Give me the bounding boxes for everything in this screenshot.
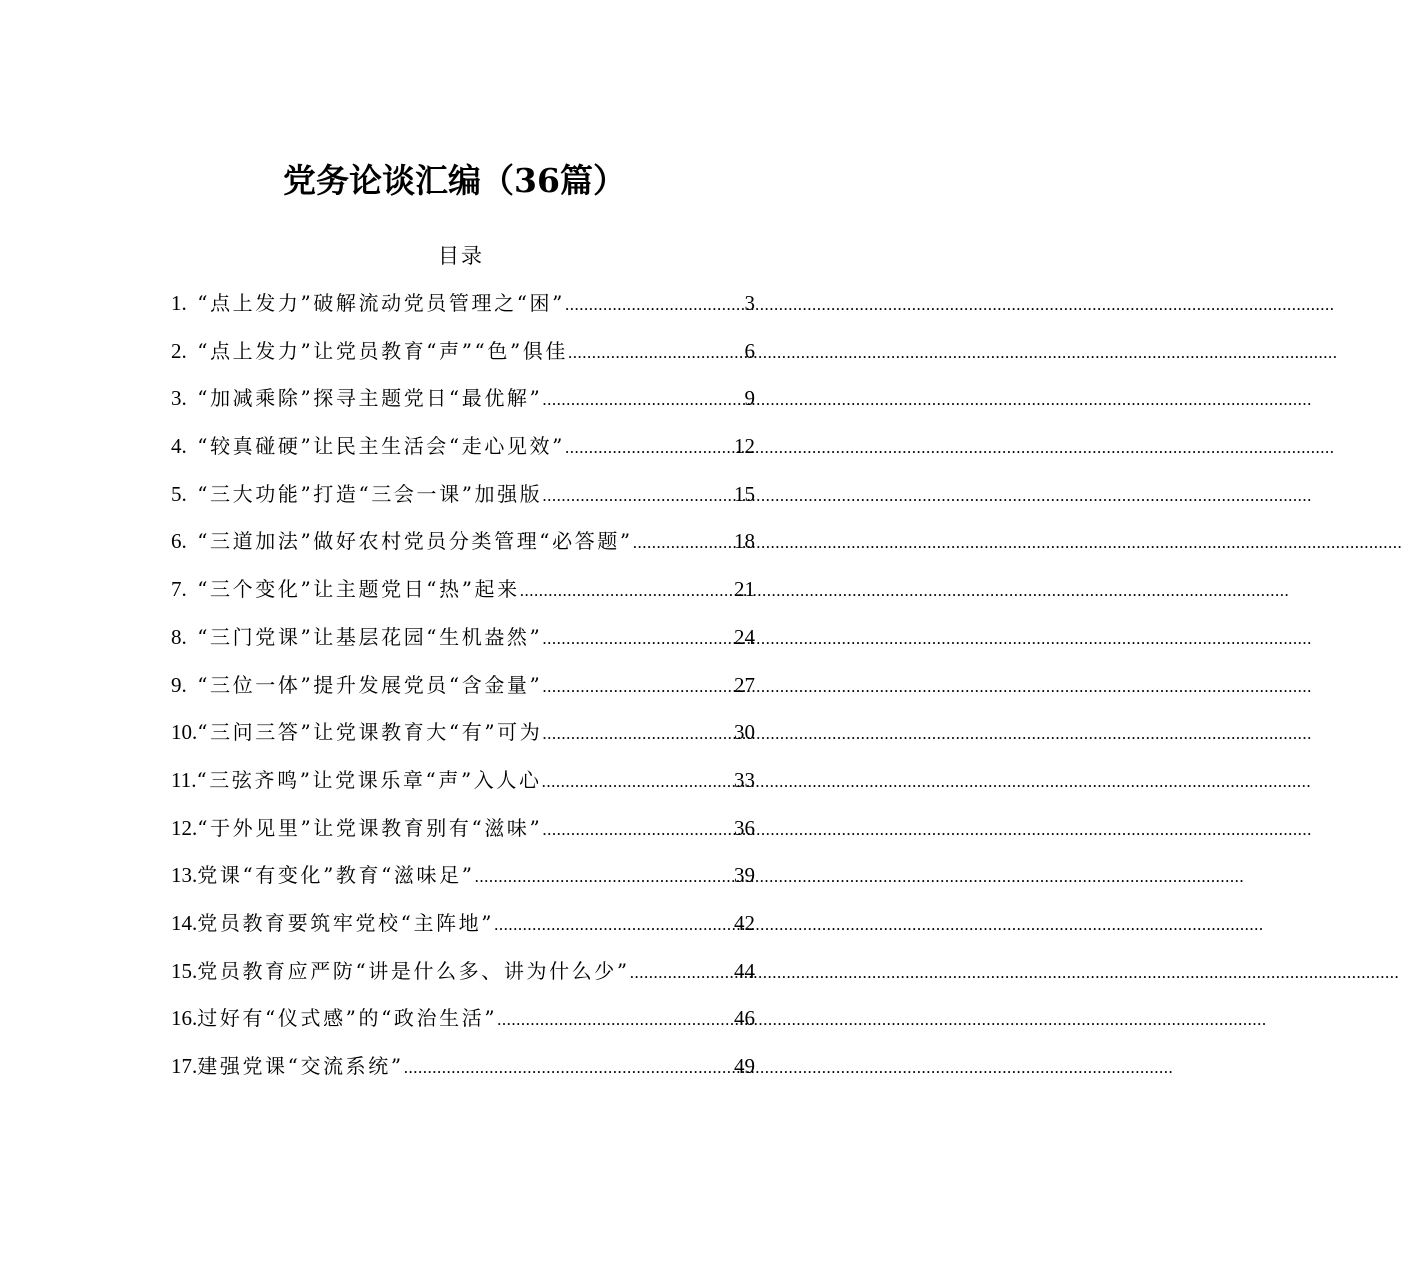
toc-entry-number: 8.	[171, 624, 198, 649]
toc-entry-title: “三位一体”提升发展党员“含金量”	[197, 672, 543, 697]
toc-entry-number: 17.	[171, 1054, 198, 1078]
toc-entry-title: “于外见里”让党课教育别有“滋味”	[197, 815, 543, 840]
toc-entry[interactable]	[171, 333, 755, 381]
toc-entry[interactable]	[171, 857, 755, 905]
toc-dot-leader	[565, 287, 745, 323]
toc-entry-title: “三大功能”打造“三会一课”加强版	[197, 481, 543, 506]
toc-entry-number: 13.	[171, 863, 198, 888]
toc-entry-title: 党员教育应严防“讲是什么多、讲为什么少”	[197, 958, 630, 983]
toc-entry-title: “较真碰硬”让民主生活会“走心见效”	[197, 434, 565, 459]
toc-entry-number: 16.	[171, 1006, 198, 1031]
toc-entry[interactable]	[171, 619, 755, 667]
toc-dot-leader	[404, 1050, 734, 1086]
toc-entry-page: 46	[734, 1006, 755, 1031]
toc-entry-page: 39	[734, 863, 755, 888]
toc-entry-title: “三个变化”让主题党日“热”起来	[197, 577, 520, 602]
toc-entry-number: 1.	[171, 291, 198, 315]
table-of-contents	[171, 285, 755, 1096]
toc-dot-leader	[497, 1002, 734, 1038]
toc-entry-number: 12.	[171, 815, 198, 840]
toc-entry[interactable]	[171, 476, 755, 524]
toc-entry-page: 27	[734, 672, 755, 697]
toc-entry-page: 24	[734, 624, 755, 649]
toc-entry-page: 42	[734, 910, 755, 935]
document-title: 党务论谈汇编（36篇）	[283, 161, 626, 200]
toc-entry-page: 30	[734, 720, 755, 745]
toc-entry-title: 建强党课“交流系统”	[197, 1054, 404, 1078]
toc-dot-leader	[630, 955, 734, 991]
toc-entry[interactable]	[171, 1048, 755, 1096]
toc-entry-number: 2.	[171, 338, 198, 363]
toc-entry[interactable]	[171, 905, 755, 953]
toc-entry-number: 4.	[171, 434, 198, 459]
toc-dot-leader	[542, 812, 734, 848]
toc-dot-leader	[633, 525, 734, 561]
toc-entry[interactable]	[171, 953, 755, 1001]
toc-entry-page: 18	[734, 529, 755, 554]
toc-entry[interactable]	[171, 380, 755, 428]
toc-entry-title: “三道加法”做好农村党员分类管理“必答题”	[197, 529, 633, 554]
toc-heading: 目录	[438, 244, 484, 268]
toc-entry-number: 11.	[171, 767, 197, 792]
toc-entry[interactable]	[171, 523, 755, 571]
toc-entry[interactable]	[171, 714, 755, 762]
toc-entry[interactable]	[171, 810, 755, 858]
toc-dot-leader	[494, 907, 734, 943]
toc-entry[interactable]	[171, 428, 755, 476]
toc-entry-title: “点上发力”破解流动党员管理之“困”	[197, 291, 565, 315]
toc-dot-leader	[565, 430, 734, 466]
toc-entry-title: 党课“有变化”教育“滋味足”	[197, 863, 475, 888]
toc-entry-page: 49	[734, 1054, 755, 1078]
toc-entry-page: 6	[744, 338, 755, 363]
toc-entry-title: “加减乘除”探寻主题党日“最优解”	[197, 386, 543, 411]
toc-entry[interactable]	[171, 667, 755, 715]
toc-entry[interactable]	[171, 762, 755, 810]
toc-entry-page: 3	[744, 291, 755, 315]
toc-dot-leader	[520, 573, 734, 609]
toc-entry-number: 3.	[171, 386, 198, 411]
toc-dot-leader	[475, 859, 734, 895]
toc-dot-leader	[542, 716, 734, 752]
toc-dot-leader	[568, 335, 745, 371]
toc-entry-page: 33	[734, 767, 755, 792]
toc-entry-page: 15	[734, 481, 755, 506]
toc-entry-title: “三门党课”让基层花园“生机盎然”	[197, 624, 543, 649]
toc-entry-number: 9.	[171, 672, 198, 697]
toc-entry-page: 21	[734, 577, 755, 602]
toc-entry-title: “三弦齐鸣”让党课乐章“声”入人心	[196, 767, 542, 792]
toc-entry[interactable]	[171, 571, 755, 619]
toc-dot-leader	[542, 382, 744, 418]
toc-entry-number: 6.	[171, 529, 198, 554]
toc-dot-leader	[542, 669, 734, 705]
toc-entry[interactable]	[171, 285, 755, 333]
toc-dot-leader	[542, 764, 734, 800]
toc-entry-number: 5.	[171, 481, 198, 506]
toc-entry-page: 9	[744, 386, 755, 411]
toc-entry-page: 44	[734, 958, 755, 983]
toc-entry-title: “点上发力”让党员教育“声”“色”俱佳	[197, 338, 568, 363]
toc-dot-leader	[542, 478, 734, 514]
toc-entry-number: 10.	[171, 720, 198, 745]
toc-entry-page: 12	[734, 434, 755, 459]
toc-entry-number: 15.	[171, 958, 198, 983]
toc-entry-title: 过好有“仪式感”的“政治生活”	[197, 1006, 498, 1031]
toc-entry-page: 36	[734, 815, 755, 840]
toc-dot-leader	[542, 621, 734, 657]
toc-entry-title: 党员教育要筑牢党校“主阵地”	[197, 910, 495, 935]
toc-entry-number: 7.	[171, 577, 198, 602]
toc-entry-title: “三问三答”让党课教育大“有”可为	[197, 720, 543, 745]
toc-entry-number: 14.	[171, 910, 198, 935]
toc-entry[interactable]	[171, 1000, 755, 1048]
